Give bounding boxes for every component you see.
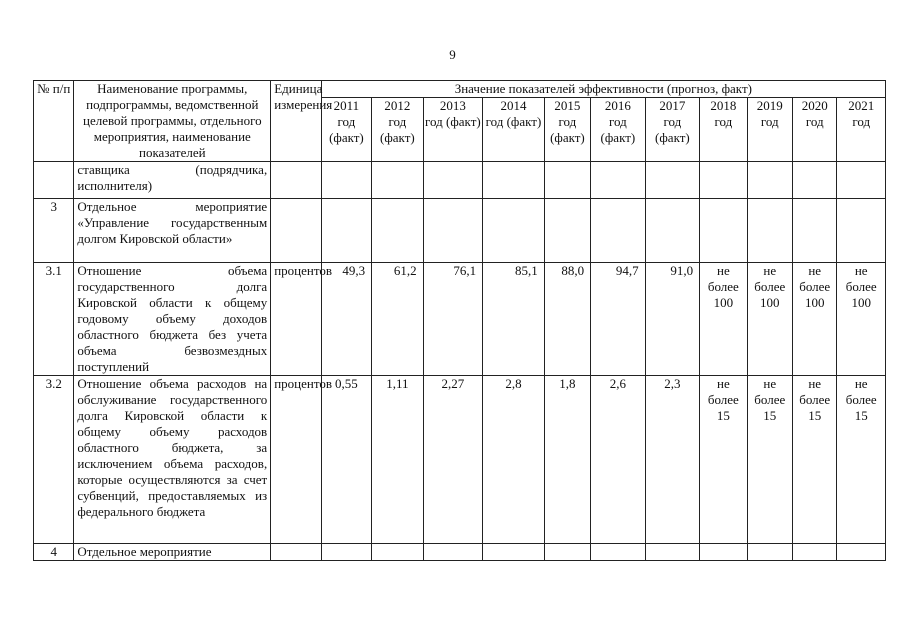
row-value xyxy=(645,162,700,199)
header-year-label: 2018 xyxy=(710,98,737,113)
row-value xyxy=(747,199,792,263)
row-value: 61,2 xyxy=(372,263,423,376)
row-value: не более 100 xyxy=(837,263,886,376)
row-value xyxy=(423,162,483,199)
row-value: не более 100 xyxy=(747,263,792,376)
row-value: 1,8 xyxy=(544,376,590,544)
row-value xyxy=(544,199,590,263)
header-year xyxy=(423,98,483,162)
row-name: Отдельное мероприятие xyxy=(74,544,271,561)
row-num: 3.1 xyxy=(34,263,74,376)
table-row xyxy=(34,544,886,561)
row-value xyxy=(793,544,837,561)
row-value xyxy=(645,199,700,263)
header-year-label: 2011 xyxy=(333,98,360,113)
row-value: 94,7 xyxy=(591,263,646,376)
header-year-label: 2015 xyxy=(554,98,581,113)
row-unit: процентов xyxy=(271,263,321,376)
row-name: Отношение объема расходов на обслуживание государственного долга Кировской области к общему объему расходов областного бюджета, за исключением объема расходов, которые осуществляются за счет субвенций, предоставляемых из федерального бюджета xyxy=(74,376,271,544)
row-value xyxy=(544,162,590,199)
indicators-table xyxy=(33,80,886,561)
header-num: № п/п xyxy=(34,81,74,162)
header-year-label: 2016 xyxy=(604,98,631,113)
row-value xyxy=(372,544,423,561)
row-name: Отдельное мероприятие «Управление государственным долгом Кировской области» xyxy=(74,199,271,263)
table-row xyxy=(34,376,886,544)
row-value xyxy=(747,544,792,561)
row-value: 0,55 xyxy=(321,376,371,544)
row-value xyxy=(793,199,837,263)
row-value: 91,0 xyxy=(645,263,700,376)
row-value xyxy=(747,162,792,199)
header-year-sub: год xyxy=(714,114,733,129)
row-value: не более 15 xyxy=(837,376,886,544)
row-num: 3.2 xyxy=(34,376,74,544)
row-value: 85,1 xyxy=(483,263,545,376)
row-value: 49,3 xyxy=(321,263,371,376)
header-year xyxy=(793,98,837,162)
row-num: 4 xyxy=(34,544,74,561)
row-value: 76,1 xyxy=(423,263,483,376)
header-year-sub: год xyxy=(805,114,824,129)
row-unit xyxy=(271,162,321,199)
header-year-sub: год (факт) xyxy=(380,114,415,145)
row-value xyxy=(591,544,646,561)
row-value xyxy=(700,544,747,561)
header-year xyxy=(700,98,747,162)
header-year-sub: год (факт) xyxy=(329,114,364,145)
row-value: 2,8 xyxy=(483,376,545,544)
row-value: не более 100 xyxy=(700,263,747,376)
header-year xyxy=(483,98,545,162)
row-value xyxy=(483,199,545,263)
table-row xyxy=(34,263,886,376)
row-value: 2,27 xyxy=(423,376,483,544)
row-unit xyxy=(271,199,321,263)
header-year xyxy=(544,98,590,162)
table-row xyxy=(34,199,886,263)
table-row xyxy=(34,162,886,199)
header-year-sub: год (факт) xyxy=(485,114,542,129)
row-value xyxy=(591,199,646,263)
row-value: 1,11 xyxy=(372,376,423,544)
row-value xyxy=(372,199,423,263)
header-year xyxy=(591,98,646,162)
row-num xyxy=(34,162,74,199)
row-value xyxy=(423,544,483,561)
header-year-sub: год (факт) xyxy=(600,114,636,145)
row-value xyxy=(423,199,483,263)
row-value: не более 15 xyxy=(793,376,837,544)
header-year-label: 2014 xyxy=(500,98,527,113)
row-value xyxy=(483,162,545,199)
row-value: не более 15 xyxy=(700,376,747,544)
header-year-label: 2019 xyxy=(756,98,783,113)
header-year-label: 2021 xyxy=(848,98,875,113)
header-year-label: 2017 xyxy=(659,98,686,113)
row-num: 3 xyxy=(34,199,74,263)
page-number: 9 xyxy=(449,47,456,62)
header-year-label: 2013 xyxy=(439,98,466,113)
row-value xyxy=(837,199,886,263)
row-value: не более 15 xyxy=(747,376,792,544)
header-year xyxy=(837,98,886,162)
row-name: ставщика (подрядчика, исполнителя) xyxy=(74,162,271,199)
header-year xyxy=(747,98,792,162)
row-value xyxy=(645,544,700,561)
row-value: не более 100 xyxy=(793,263,837,376)
row-unit xyxy=(271,544,321,561)
row-unit: процентов xyxy=(271,376,321,544)
row-value: 2,6 xyxy=(591,376,646,544)
header-year-sub: год xyxy=(760,114,779,129)
row-value xyxy=(321,199,371,263)
row-value xyxy=(321,162,371,199)
header-year-label: 2020 xyxy=(801,98,828,113)
header-year-sub: год (факт) xyxy=(655,114,690,145)
row-value: 2,3 xyxy=(645,376,700,544)
row-value xyxy=(700,162,747,199)
row-value xyxy=(837,544,886,561)
header-year xyxy=(372,98,423,162)
row-value: 88,0 xyxy=(544,263,590,376)
header-values-group: Значение показателей эффективности (прогноз, факт) xyxy=(321,81,885,98)
row-name: Отношение объема государственного долга Кировской области к общему годовому объему доходов областного бюджета без учета объема безвозмездных поступлений xyxy=(74,263,271,376)
header-unit: Единица измерения xyxy=(271,81,321,162)
row-value xyxy=(793,162,837,199)
row-value xyxy=(700,199,747,263)
row-value xyxy=(483,544,545,561)
row-value xyxy=(321,544,371,561)
header-year-sub: год xyxy=(852,114,871,129)
row-value xyxy=(837,162,886,199)
header-name: Наименование программы, подпрограммы, ведомственной целевой программы, отдельного мероприятия, наименование показателей xyxy=(74,81,271,162)
header-year-label: 2012 xyxy=(384,98,411,113)
header-year-sub: год (факт) xyxy=(425,114,481,129)
row-value xyxy=(544,544,590,561)
row-value xyxy=(372,162,423,199)
row-value xyxy=(591,162,646,199)
header-year-sub: год (факт) xyxy=(550,114,585,145)
header-year xyxy=(645,98,700,162)
